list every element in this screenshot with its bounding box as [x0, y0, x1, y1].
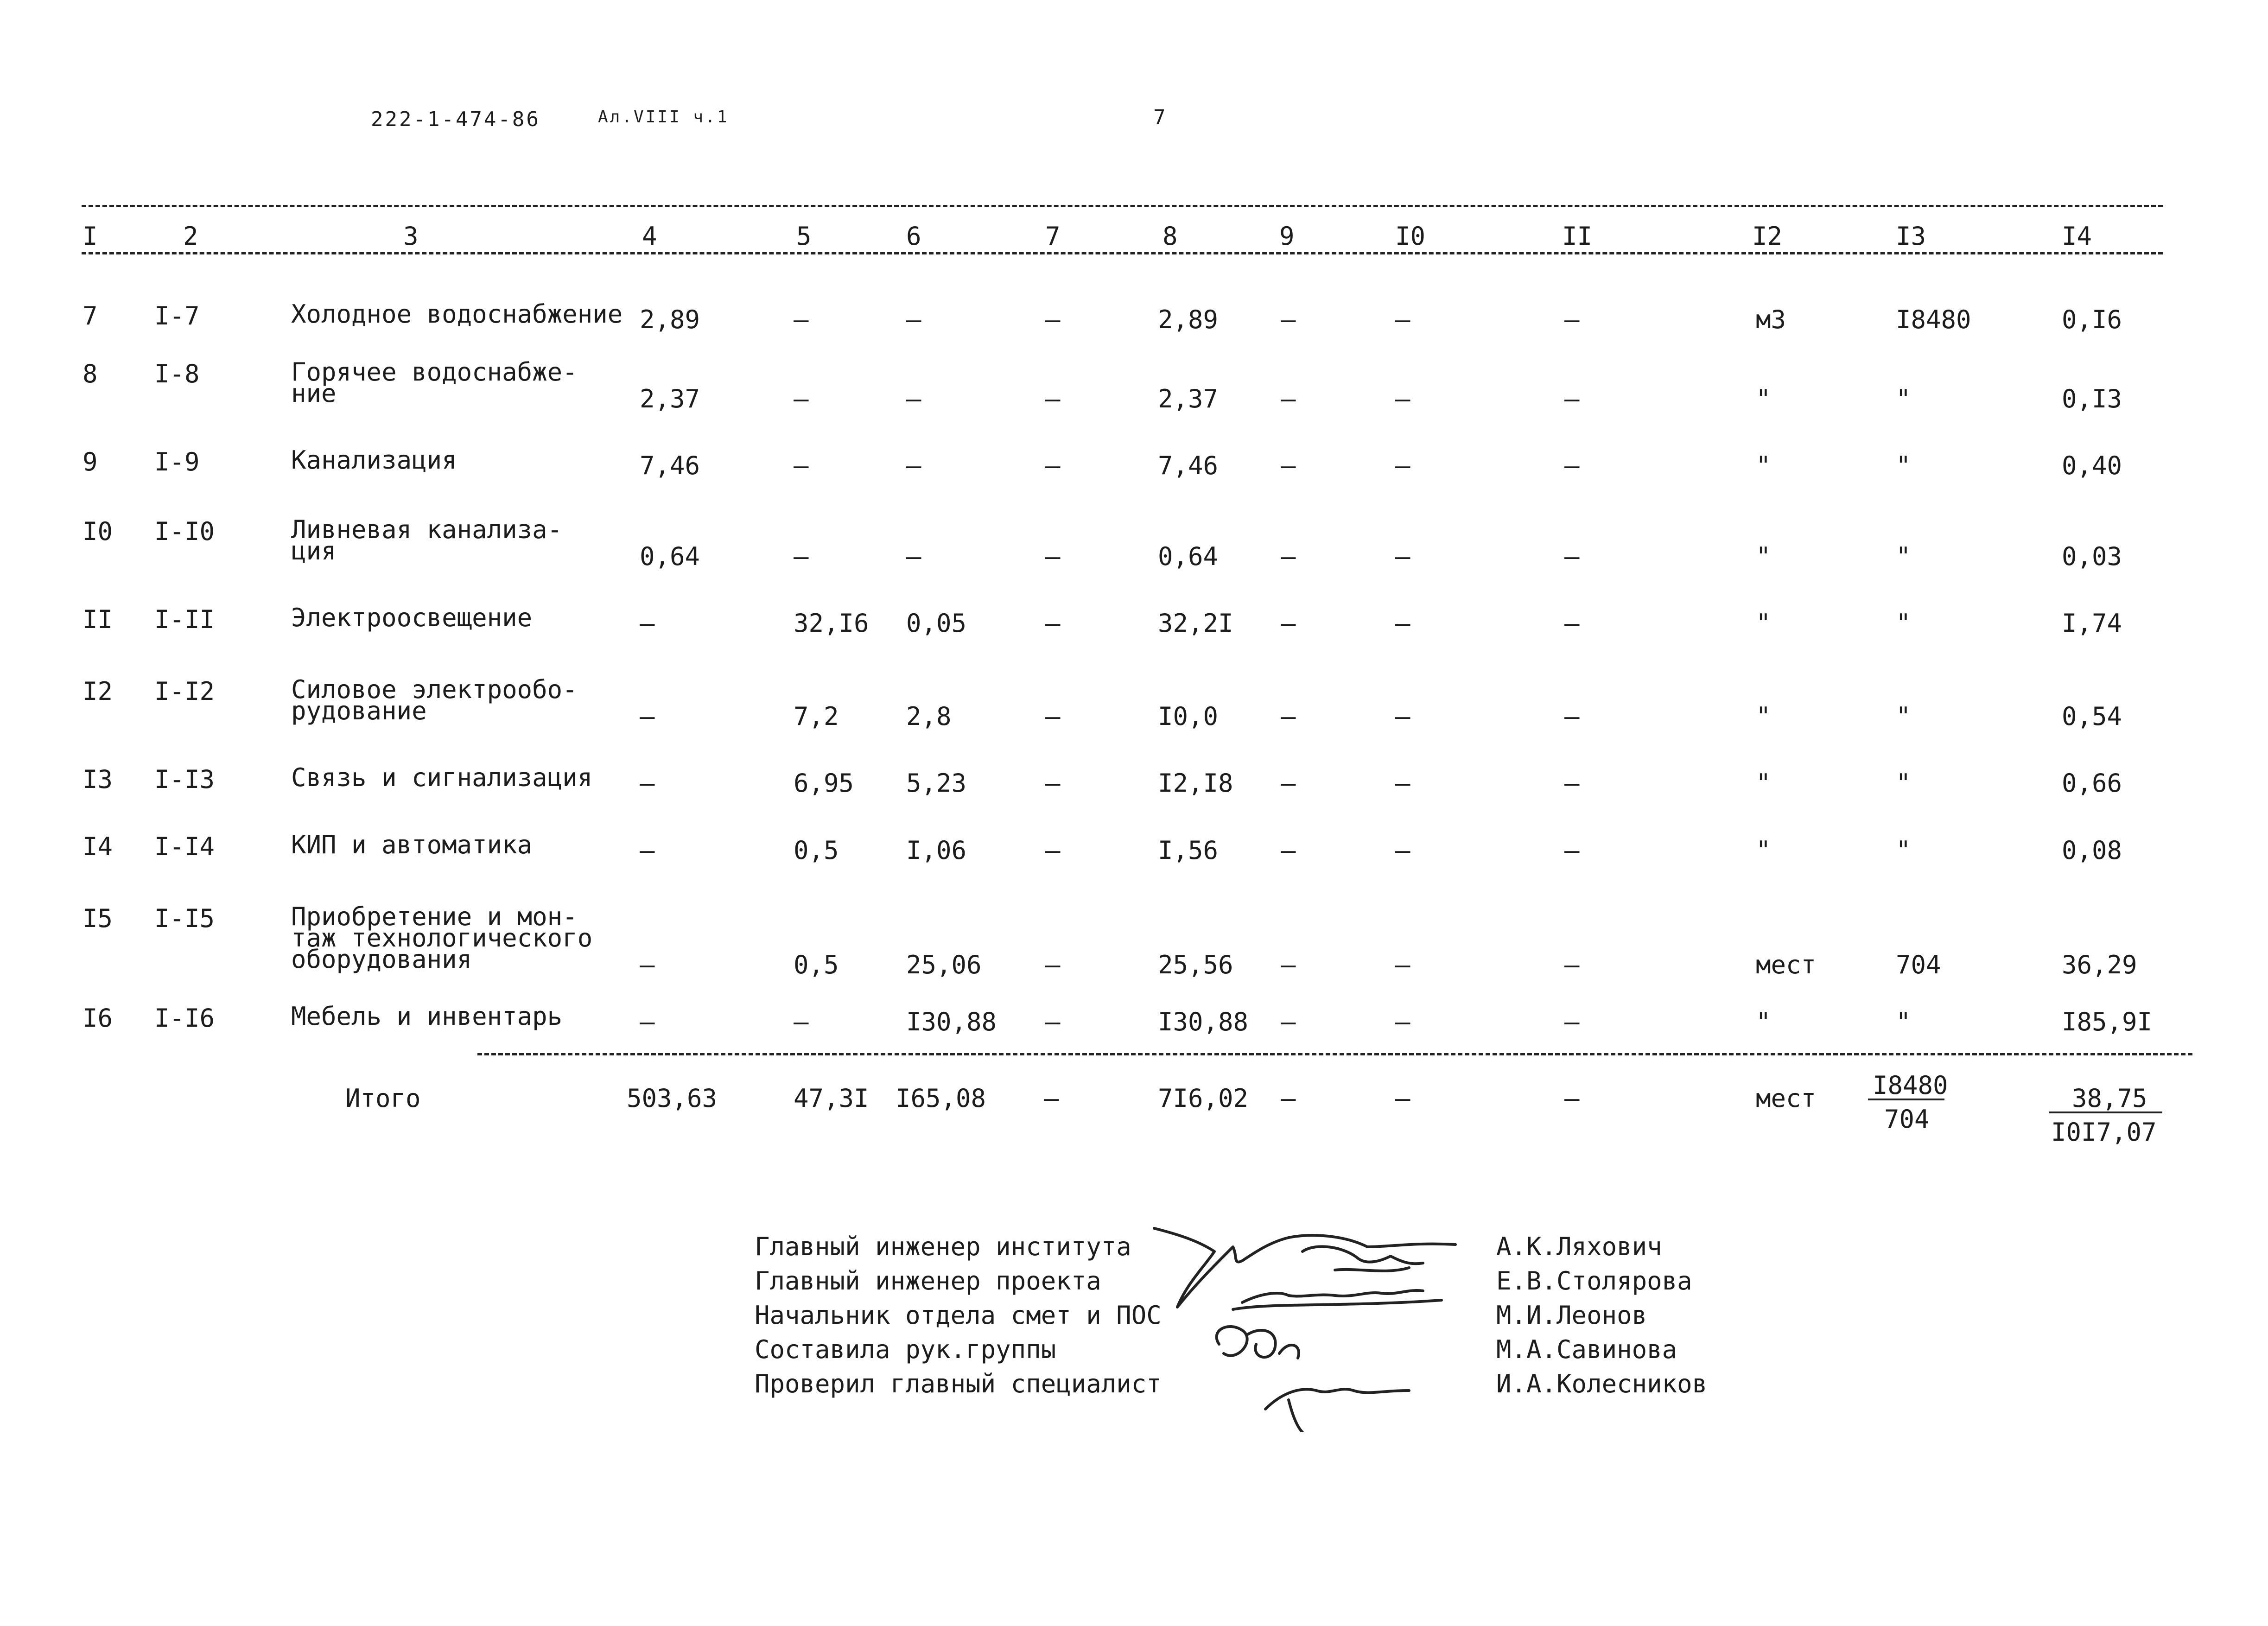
total-cell: – — [1564, 1084, 1580, 1113]
row-number: I2 — [83, 677, 113, 706]
total-cell: – — [1281, 1084, 1296, 1113]
total-fraction-bottom: 704 — [1884, 1105, 1930, 1134]
row-cell: 2,37 — [640, 384, 700, 413]
signatory-role: Главный инженер института — [755, 1232, 1131, 1261]
row-cell: – — [640, 769, 655, 798]
row-cell: I,06 — [906, 836, 967, 865]
signatory-role: Начальник отдела смет и ПОС — [755, 1301, 1162, 1330]
signatory-name: Е.В.Столярова — [1496, 1266, 1692, 1296]
row-cell: – — [1045, 609, 1061, 638]
row-cell: 25,56 — [1158, 950, 1233, 979]
row-cell: – — [1395, 609, 1410, 638]
row-cell: – — [1564, 451, 1580, 480]
total-fraction-top: 38,75 — [2072, 1084, 2147, 1113]
row-cell: 5,23 — [906, 769, 967, 798]
column-number: 3 — [403, 222, 419, 251]
row-cell: " — [1896, 451, 1911, 480]
row-cell: – — [1045, 384, 1061, 413]
row-cell: – — [1045, 451, 1061, 480]
row-code: I-I3 — [154, 765, 215, 794]
row-cell: – — [1281, 1007, 1296, 1036]
row-cell: 0,05 — [906, 609, 967, 638]
column-number: 8 — [1163, 222, 1178, 251]
column-number: I — [83, 222, 98, 251]
row-cell: I8480 — [1896, 305, 1971, 334]
row-number: I4 — [83, 832, 113, 861]
row-name: Приобретение и мон- таж технологического оборудования — [291, 902, 593, 974]
row-cell: – — [1395, 769, 1410, 798]
row-cell: – — [1045, 836, 1061, 865]
row-cell: 25,06 — [906, 950, 982, 979]
signatory-name: М.А.Савинова — [1496, 1335, 1677, 1364]
column-number: I4 — [2062, 222, 2092, 251]
row-code: I-I5 — [154, 904, 215, 933]
row-name: Мебель и инвентарь — [291, 1002, 563, 1031]
row-number: I3 — [83, 765, 113, 794]
row-cell: – — [1564, 542, 1580, 571]
total-cell: – — [1044, 1084, 1059, 1113]
row-cell: – — [1564, 769, 1580, 798]
row-number: I0 — [83, 517, 113, 546]
row-cell: " — [1896, 384, 1911, 413]
row-cell: I85,9I — [2062, 1007, 2153, 1036]
total-fraction-top: I8480 — [1873, 1071, 1948, 1100]
row-cell: – — [1564, 702, 1580, 731]
row-cell: м3 — [1756, 305, 1786, 334]
row-cell: 704 — [1896, 950, 1941, 979]
row-code: I-I6 — [154, 1004, 215, 1033]
row-name: Электроосвещение — [291, 603, 533, 632]
row-name: Горячее водоснабже- ние — [291, 357, 578, 408]
row-cell: – — [794, 451, 809, 480]
row-cell: – — [1281, 702, 1296, 731]
column-number: I2 — [1752, 222, 1783, 251]
total-cell: мест — [1756, 1084, 1817, 1113]
column-number: 4 — [642, 222, 657, 251]
row-cell: 2,89 — [640, 305, 700, 334]
row-cell: 0,64 — [640, 542, 700, 571]
column-number-rule — [82, 252, 2163, 254]
row-number: 7 — [83, 301, 98, 330]
row-cell: – — [1281, 542, 1296, 571]
row-cell: I0,0 — [1158, 702, 1219, 731]
row-cell: – — [1395, 384, 1410, 413]
total-label: Итого — [345, 1084, 421, 1113]
row-cell: I30,88 — [906, 1007, 997, 1036]
album-reference: Ал.VIII ч.1 — [598, 108, 729, 127]
row-cell: – — [1281, 305, 1296, 334]
row-cell: – — [640, 1007, 655, 1036]
signatory-role: Проверил главный специалист — [755, 1369, 1162, 1398]
row-cell: " — [1756, 384, 1771, 413]
row-number: I5 — [83, 904, 113, 933]
row-cell: " — [1756, 609, 1771, 638]
row-cell: – — [1045, 769, 1061, 798]
row-cell: " — [1896, 1007, 1911, 1036]
row-code: I-7 — [154, 301, 200, 330]
total-fraction-bottom: I0I7,07 — [2051, 1118, 2157, 1147]
row-cell: " — [1756, 451, 1771, 480]
row-cell: 0,I6 — [2062, 305, 2122, 334]
row-name: Силовое электрообо- рудование — [291, 675, 578, 725]
row-cell: 2,89 — [1158, 305, 1219, 334]
row-cell: – — [906, 542, 921, 571]
row-cell: – — [1281, 609, 1296, 638]
row-cell: 0,03 — [2062, 542, 2122, 571]
row-cell: 0,64 — [1158, 542, 1219, 571]
row-cell: – — [906, 451, 921, 480]
row-cell: – — [1395, 702, 1410, 731]
row-name: Связь и сигнализация — [291, 763, 593, 792]
row-cell: – — [1395, 451, 1410, 480]
row-cell: " — [1756, 702, 1771, 731]
row-code: I-8 — [154, 359, 200, 388]
row-cell: 2,8 — [906, 702, 952, 731]
row-cell: – — [640, 609, 655, 638]
row-cell: I30,88 — [1158, 1007, 1249, 1036]
row-cell: – — [1564, 1007, 1580, 1036]
row-cell: – — [1281, 769, 1296, 798]
row-cell: – — [1281, 836, 1296, 865]
column-number: I0 — [1395, 222, 1426, 251]
row-cell: – — [794, 542, 809, 571]
fraction-bar — [2049, 1112, 2162, 1113]
total-cell: 503,63 — [627, 1084, 718, 1113]
row-cell: 0,5 — [794, 950, 839, 979]
row-cell: – — [1281, 950, 1296, 979]
row-cell: " — [1896, 702, 1911, 731]
signatory-role: Главный инженер проекта — [755, 1266, 1101, 1296]
row-number: I6 — [83, 1004, 113, 1033]
row-cell: – — [906, 305, 921, 334]
total-cell: – — [1395, 1084, 1410, 1113]
row-cell: I2,I8 — [1158, 769, 1233, 798]
column-number: 5 — [796, 222, 812, 251]
row-cell: " — [1896, 609, 1911, 638]
row-cell: – — [1395, 542, 1410, 571]
row-cell: 0,54 — [2062, 702, 2122, 731]
row-name: Канализация — [291, 445, 457, 475]
row-number: II — [83, 605, 113, 634]
row-cell: – — [1564, 950, 1580, 979]
row-cell: " — [1756, 542, 1771, 571]
row-cell: – — [1564, 305, 1580, 334]
page-number: 7 — [1153, 106, 1168, 129]
signatory-name: И.А.Колесников — [1496, 1369, 1708, 1398]
row-code: I-II — [154, 605, 215, 634]
total-cell: I65,08 — [896, 1084, 986, 1113]
row-cell: I,56 — [1158, 836, 1219, 865]
row-cell: мест — [1756, 950, 1817, 979]
row-code: I-I4 — [154, 832, 215, 861]
row-cell: 7,46 — [640, 451, 700, 480]
document-code: 222-1-474-86 — [371, 108, 540, 131]
row-cell: – — [906, 384, 921, 413]
column-number: 9 — [1279, 222, 1295, 251]
table-top-rule — [82, 205, 2163, 207]
row-cell: 7,46 — [1158, 451, 1219, 480]
row-cell: – — [1395, 836, 1410, 865]
row-number: 8 — [83, 359, 98, 388]
row-cell: – — [794, 384, 809, 413]
row-cell: – — [1045, 1007, 1061, 1036]
row-cell: – — [1045, 542, 1061, 571]
row-cell: – — [1564, 384, 1580, 413]
row-cell: 0,5 — [794, 836, 839, 865]
row-cell: 0,66 — [2062, 769, 2122, 798]
row-cell: – — [1281, 384, 1296, 413]
row-code: I-I0 — [154, 517, 215, 546]
row-cell: – — [1564, 609, 1580, 638]
column-number: 7 — [1045, 222, 1061, 251]
row-cell: – — [640, 836, 655, 865]
fraction-bar — [1868, 1099, 1944, 1100]
row-number: 9 — [83, 447, 98, 476]
row-cell: – — [1045, 702, 1061, 731]
row-cell: – — [640, 950, 655, 979]
total-rule — [477, 1053, 2192, 1055]
row-cell: " — [1756, 1007, 1771, 1036]
row-cell: 0,I3 — [2062, 384, 2122, 413]
signatory-name: А.К.Ляхович — [1496, 1232, 1662, 1261]
row-cell: – — [794, 1007, 809, 1036]
row-name: Ливневая канализа- ция — [291, 515, 563, 565]
row-cell: – — [1045, 305, 1061, 334]
row-cell: I,74 — [2062, 609, 2122, 638]
row-cell: " — [1896, 769, 1911, 798]
row-cell: " — [1896, 836, 1911, 865]
total-cell: 47,3I — [794, 1084, 869, 1113]
column-number: II — [1562, 222, 1593, 251]
row-name: Холодное водоснабжение — [291, 299, 623, 329]
row-cell: 32,I6 — [794, 609, 869, 638]
column-number: 6 — [906, 222, 921, 251]
row-code: I-I2 — [154, 677, 215, 706]
signatory-name: М.И.Леонов — [1496, 1301, 1647, 1330]
handwritten-signatures — [1150, 1214, 1474, 1432]
row-cell: – — [1281, 451, 1296, 480]
column-number: I3 — [1896, 222, 1926, 251]
row-cell: – — [1395, 305, 1410, 334]
row-cell: 6,95 — [794, 769, 854, 798]
row-cell: " — [1756, 836, 1771, 865]
row-cell: " — [1896, 542, 1911, 571]
row-cell: – — [1564, 836, 1580, 865]
row-cell: " — [1756, 769, 1771, 798]
row-cell: – — [794, 305, 809, 334]
row-cell: – — [1395, 1007, 1410, 1036]
row-cell: – — [640, 702, 655, 731]
column-number: 2 — [183, 222, 198, 251]
row-cell: – — [1395, 950, 1410, 979]
row-cell: 32,2I — [1158, 609, 1233, 638]
signatory-role: Составила рук.группы — [755, 1335, 1056, 1364]
row-code: I-9 — [154, 447, 200, 476]
total-cell: 7I6,02 — [1158, 1084, 1249, 1113]
row-cell: 36,29 — [2062, 950, 2137, 979]
row-cell: 0,08 — [2062, 836, 2122, 865]
row-cell: – — [1045, 950, 1061, 979]
row-name: КИП и автоматика — [291, 830, 533, 859]
row-cell: 7,2 — [794, 702, 839, 731]
row-cell: 0,40 — [2062, 451, 2122, 480]
row-cell: 2,37 — [1158, 384, 1219, 413]
